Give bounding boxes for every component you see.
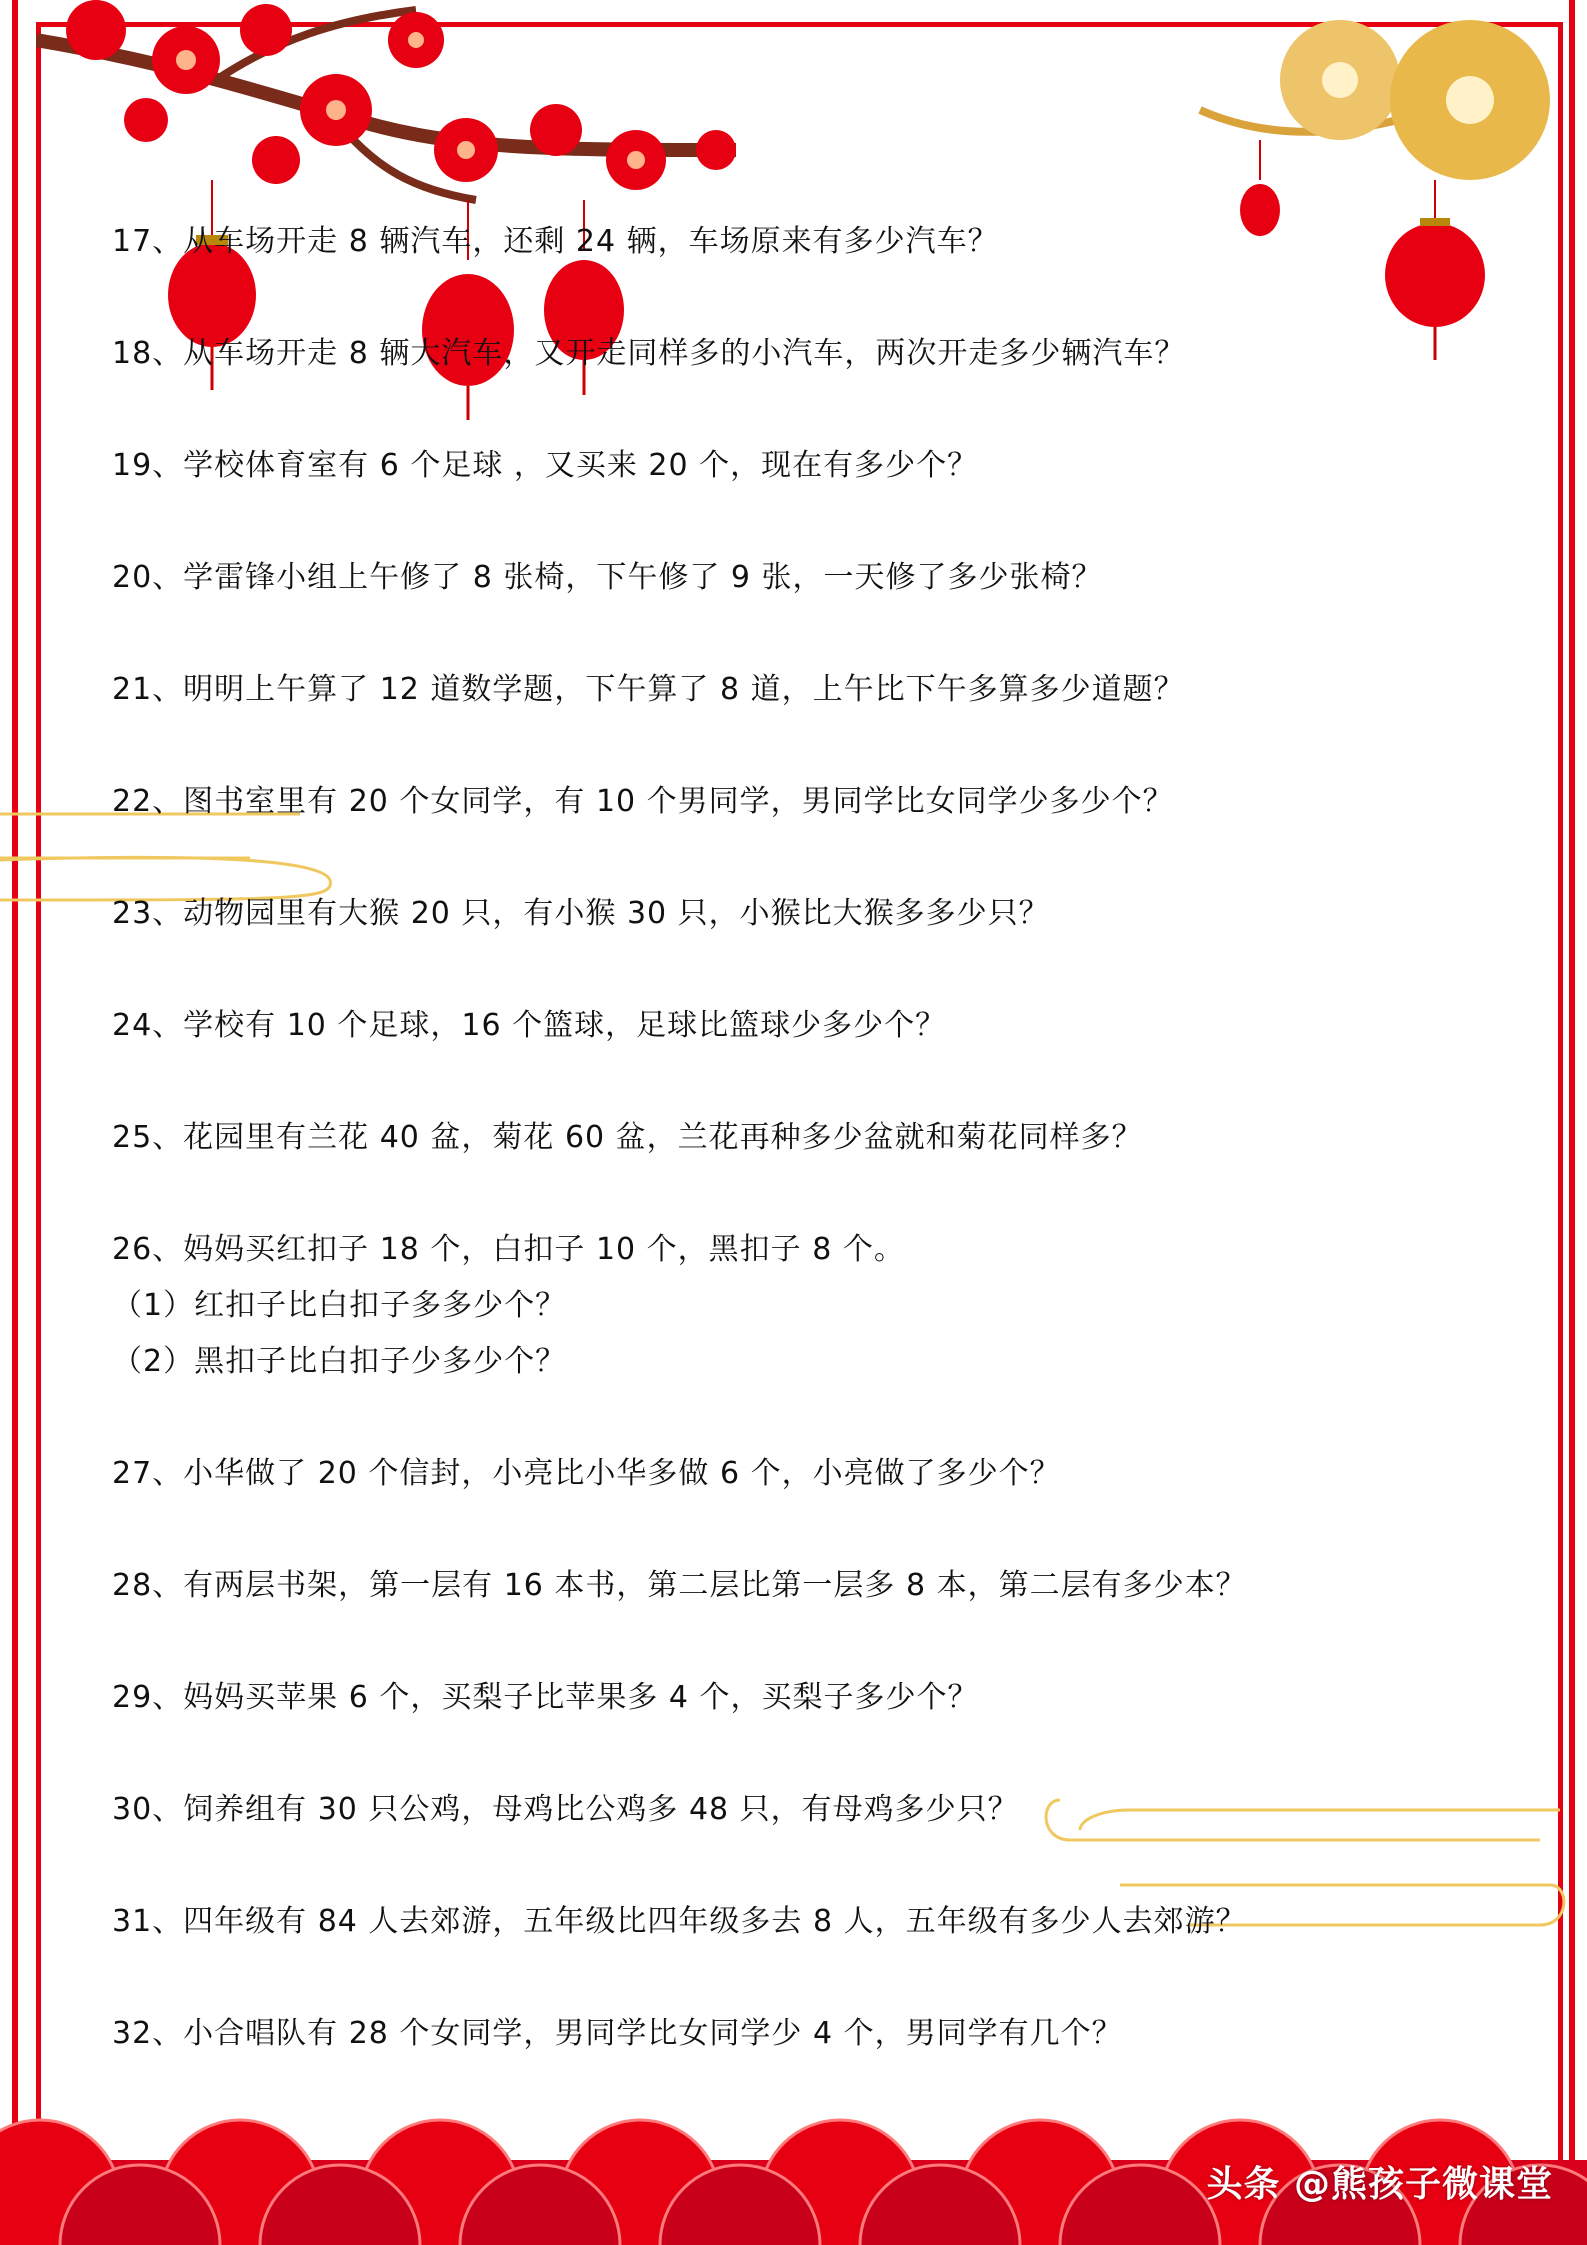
question-32: 32、小合唱队有 28 个女同学，男同学比女同学少 4 个，男同学有几个？ [112, 2016, 1123, 2051]
question-26-part-2: （2）黑扣子比白扣子少多少个？ [112, 1344, 567, 1379]
question-28: 28、有两层书架，第一层有 16 本书，第二层比第一层多 8 本，第二层有多少本？ [112, 1568, 1247, 1603]
question-24: 24、学校有 10 个足球，16 个篮球，足球比篮球少多少个？ [112, 1008, 947, 1043]
question-30: 30、饲养组有 30 只公鸡，母鸡比公鸡多 48 只，有母鸡多少只？ [112, 1792, 1019, 1827]
question-21: 21、明明上午算了 12 道数学题，下午算了 8 道，上午比下午多算多少道题？ [112, 672, 1185, 707]
gold-flower-decoration [1190, 10, 1570, 370]
question-27: 27、小华做了 20 个信封，小亮比小华多做 6 个，小亮做了多少个？ [112, 1456, 1061, 1491]
question-23: 23、动物园里有大猴 20 只，有小猴 30 只，小猴比大猴多多少只？ [112, 896, 1050, 931]
question-18: 18、从车场开走 8 辆大汽车，又开走同样多的小汽车，两次开走多少辆汽车？ [112, 336, 1186, 371]
question-17: 17、从车场开走 8 辆汽车，还剩 24 辆，车场原来有多少汽车？ [112, 224, 999, 259]
question-31: 31、四年级有 84 人去郊游，五年级比四年级多去 8 人，五年级有多少人去郊游？ [112, 1904, 1247, 1939]
question-26: 26、妈妈买红扣子 18 个，白扣子 10 个，黑扣子 8 个。 [112, 1232, 905, 1267]
question-20: 20、学雷锋小组上午修了 8 张椅，下午修了 9 张，一天修了多少张椅？ [112, 560, 1103, 595]
watermark: 头条 @熊孩子微课堂 [1206, 2164, 1553, 2205]
question-25: 25、花园里有兰花 40 盆，菊花 60 盆，兰花再种多少盆就和菊花同样多？ [112, 1120, 1143, 1155]
question-22: 22、图书室里有 20 个女同学，有 10 个男同学，男同学比女同学少多少个？ [112, 784, 1174, 819]
question-26-part-1: （1）红扣子比白扣子多多少个？ [112, 1288, 567, 1323]
question-29: 29、妈妈买苹果 6 个，买梨子比苹果多 4 个，买梨子多少个？ [112, 1680, 979, 1715]
question-19: 19、学校体育室有 6 个足球 ，又买来 20 个，现在有多少个？ [112, 448, 979, 483]
